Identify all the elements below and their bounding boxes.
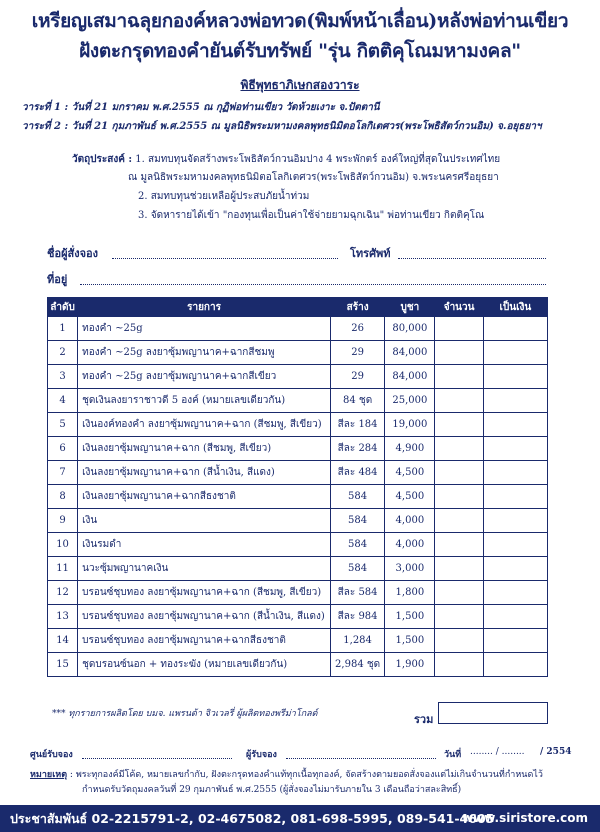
row-price: 4,500 [385,461,435,485]
round-1: วาระที่ 1 : วันที่ 21 มกราคม พ.ศ.2555 ณ กุฏิพ่อท่านเขียว วัดห้วยเงาะ จ.ปัตตานี [22,102,380,113]
row-item: เงินลงยาซุ้มพญานาค+ฉาก (สีน้ำเงิน, สีแดง) [78,461,331,485]
row-price: 1,900 [385,653,435,677]
row-number: 5 [48,413,78,437]
table-row [48,365,548,389]
name-input-line[interactable] [112,258,338,259]
row-price: 19,000 [385,413,435,437]
row-item: เงินลงยาซุ้มพญานาค+ฉากสีธงชาติ [78,485,331,509]
row-amount-input[interactable] [435,509,483,533]
row-amount-input[interactable] [435,461,483,485]
row-total-input[interactable] [483,365,547,389]
row-total-input[interactable] [483,509,547,533]
row-price: 25,000 [385,389,435,413]
table-row [48,437,548,461]
row-number: 15 [48,653,78,677]
total-input[interactable] [438,702,548,724]
row-item: ชุดบรอนซ์นอก + ทองระฆัง (หมายเลขเดียวกัน) [78,653,331,677]
row-created: 26 [330,317,384,341]
row-item: บรอนซ์ชุบทอง ลงยาซุ้มพญานาค+ฉาก (สีชมพู, สีเขียว) [78,581,331,605]
phone-input-line[interactable] [398,258,546,259]
date-label: วันที่ [444,750,462,760]
address-input-line[interactable] [80,284,546,285]
row-amount-input[interactable] [435,485,483,509]
row-amount-input[interactable] [435,317,483,341]
row-number: 13 [48,605,78,629]
row-amount-input[interactable] [435,533,483,557]
row-item: เงินลงยาซุ้มพญานาค+ฉาก (สีชมพู, สีเขียว) [78,437,331,461]
row-total-input[interactable] [483,485,547,509]
order-table [47,297,548,677]
row-item: เงินองค์ทองคำ ลงยาซุ้มพญานาค+ฉาก (สีชมพู, สีเขียว) [78,413,331,437]
receiver-label: ผู้รับจอง [246,750,277,760]
contact-bar [0,805,600,832]
table-row [48,341,548,365]
row-item: ทองคำ ~25g ลงยาซุ้มพญานาค+ฉากสีชมพู [78,341,331,365]
table-row [48,629,548,653]
purpose-block [72,152,500,167]
row-price: 84,000 [385,341,435,365]
header-no: ลำดับ [48,298,78,317]
row-total-input[interactable] [483,317,547,341]
center-label: ศูนย์รับจอง [30,750,73,760]
row-number: 9 [48,509,78,533]
title-line-1: เหรียญเสมาฉลุยกองค์หลวงพ่อทวด(พิมพ์หน้าเลื่อน)หลังพ่อท่านเขียว [31,10,569,32]
row-total-input[interactable] [483,341,547,365]
contact-website[interactable]: www.siristore.com [462,811,588,825]
table-row [48,413,548,437]
table-row [48,509,548,533]
table-row [48,533,548,557]
row-created: 29 [330,365,384,389]
row-price: 80,000 [385,317,435,341]
row-number: 6 [48,437,78,461]
row-created: 584 [330,509,384,533]
purpose-item-3: 3. จัดหารายได้เข้า "กองทุนเพื่อเป็นค่าใช้จ่ายยามฉุกเฉิน" พ่อท่านเขียว กิตติคุโณ [138,210,485,221]
production-note: *** ทุกรายการผลิตโดย บมจ. แพรนด้า จิวเวลรี่ ผู้ผลิตทองพรีม่าโกลด์ [52,709,318,719]
contact-label: ประชาสัมพันธ์ [10,811,88,826]
total-label: รวม [414,713,434,726]
row-amount-input[interactable] [435,365,483,389]
row-price: 4,000 [385,533,435,557]
row-amount-input[interactable] [435,629,483,653]
row-total-input[interactable] [483,533,547,557]
header-item: รายการ [78,298,331,317]
row-created: สีละ 284 [330,437,384,461]
header-total: เป็นเงิน [483,298,547,317]
row-item: นวะซุ้มพญานาคเงิน [78,557,331,581]
row-total-input[interactable] [483,461,547,485]
row-amount-input[interactable] [435,341,483,365]
row-item: ชุดเงินลงยาราชาวดี 5 องค์ (หมายเลขเดียวกัน) [78,389,331,413]
row-created: 584 [330,485,384,509]
row-price: 4,000 [385,509,435,533]
row-created: 29 [330,341,384,365]
row-price: 4,900 [385,437,435,461]
row-total-input[interactable] [483,389,547,413]
table-row [48,605,548,629]
row-created: สีละ 584 [330,581,384,605]
ceremony-heading: พิธีพุทธาภิเษกสองวาระ [240,78,360,92]
row-created: สีละ 184 [330,413,384,437]
table-row [48,461,548,485]
row-total-input[interactable] [483,629,547,653]
row-amount-input[interactable] [435,653,483,677]
row-price: 84,000 [385,365,435,389]
receiver-input-line[interactable] [286,758,436,759]
row-item: ทองคำ ~25g ลงยาซุ้มพญานาค+ฉากสีเขียว [78,365,331,389]
row-item: บรอนซ์ชุบทอง ลงยาซุ้มพญานาค+ฉาก (สีน้ำเงิน, สีแดง) [78,605,331,629]
remark-block [30,767,543,781]
purpose-label: วัตถุประสงค์ : [72,154,133,165]
table-row [48,557,548,581]
row-amount-input[interactable] [435,581,483,605]
row-amount-input[interactable] [435,437,483,461]
row-price: 3,000 [385,557,435,581]
phone-label: โทรศัพท์ [350,247,391,260]
round-2: วาระที่ 2 : วันที่ 21 กุมภาพันธ์ พ.ศ.2555 ณ มูลนิธิพระมหามงคลพุทธนิมิตอโลกิเตศวร(พระโพธิสัตว์กวนอิม) จ.อยุธยาฯ [22,121,542,132]
header-amount: จำนวน [435,298,483,317]
row-total-input[interactable] [483,413,547,437]
table-row [48,485,548,509]
row-total-input[interactable] [483,557,547,581]
row-total-input[interactable] [483,437,547,461]
row-created: 584 [330,533,384,557]
row-created: สีละ 984 [330,605,384,629]
row-price: 1,500 [385,605,435,629]
row-number: 11 [48,557,78,581]
row-created: สีละ 484 [330,461,384,485]
row-total-input[interactable] [483,605,547,629]
purpose-item-1: 1. สมทบทุนจัดสร้างพระโพธิสัตว์กวนอิมปาง 4 พระพักตร์ องค์ใหญ่ที่สุดในประเทศไทย [135,154,501,165]
row-amount-input[interactable] [435,605,483,629]
row-number: 3 [48,365,78,389]
row-number: 4 [48,389,78,413]
row-total-input[interactable] [483,581,547,605]
row-number: 2 [48,341,78,365]
row-item: เงิน [78,509,331,533]
row-number: 8 [48,485,78,509]
contact-phones[interactable]: 02-2215791-2, 02-4675082, 081-698-5995, 089-541-4605 [91,811,495,826]
row-amount-input[interactable] [435,389,483,413]
table-row [48,581,548,605]
table-row [48,317,548,341]
row-number: 10 [48,533,78,557]
row-number: 1 [48,317,78,341]
remark-label: หมายเหตุ [30,770,68,780]
row-created: 2,984 ชุด [330,653,384,677]
date-slots[interactable]: ........ / ........ [470,747,525,757]
table-row [48,389,548,413]
center-input-line[interactable] [82,758,232,759]
row-total-input[interactable] [483,653,547,677]
row-number: 14 [48,629,78,653]
row-item: บรอนซ์ชุบทอง ลงยาซุ้มพญานาค+ฉากสีธงชาติ [78,629,331,653]
address-label: ที่อยู่ [47,273,68,286]
row-price: 4,500 [385,485,435,509]
row-created: 84 ชุด [330,389,384,413]
row-amount-input[interactable] [435,557,483,581]
table-header-row [48,298,548,317]
row-price: 1,500 [385,629,435,653]
remark-line-1: : พระทุกองค์มีโค้ด, หมายเลขกำกับ, ฝังตะกรุดทองคำแท้ทุกเนื้อทุกองค์, จัดสร้างตามยอดสั่งจองแต่ไม่เกินจำนวนที่กำหนดไว้ [69,770,543,780]
header-price: บูชา [385,298,435,317]
row-number: 12 [48,581,78,605]
table-row [48,653,548,677]
header-qty: สร้าง [330,298,384,317]
row-item: เงินรมดำ [78,533,331,557]
row-created: 584 [330,557,384,581]
remark-line-2: กำหนดรับวัตถุมงคลวันที่ 29 กุมภาพันธ์ พ.ศ.2555 (ผู้สั่งจองไม่มารับภายใน 3 เดือนถือว่าสละสิทธิ์) [82,785,462,795]
purpose-item-1b: ณ มูลนิธิพระมหามงคลพุทธนิมิตอโลกิเตศวร(พระโพธิสัตว์กวนอิม) จ.พระนครศรีอยุธยา [128,172,499,183]
purpose-item-2: 2. สมทบทุนช่วยเหลือผู้ประสบภัยน้ำท่วม [138,191,310,202]
row-amount-input[interactable] [435,413,483,437]
date-year: / 2554 [540,747,572,757]
title-line-2: ฝังตะกรุดทองคำยันต์รับทรัพย์ "รุ่น กิตติคุโณมหามงคล" [79,40,521,62]
row-number: 7 [48,461,78,485]
row-price: 1,800 [385,581,435,605]
name-label: ชื่อผู้สั่งจอง [47,247,99,260]
row-item: ทองคำ ~25g [78,317,331,341]
row-created: 1,284 [330,629,384,653]
